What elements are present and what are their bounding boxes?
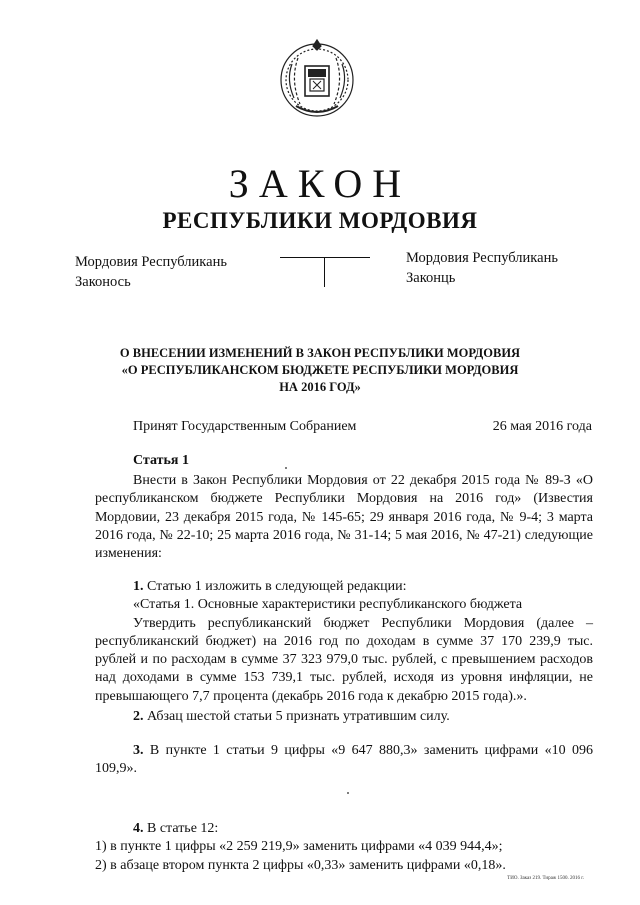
- item-4-number: 4.: [133, 821, 144, 836]
- header-left-text: [75, 252, 227, 292]
- item-2: [95, 708, 593, 726]
- item-1-quote-heading: «Статья 1. Основные характеристики республиканского бюджета: [133, 597, 523, 613]
- item-3-number: 3.: [133, 743, 144, 758]
- item-4: [95, 820, 593, 875]
- adopted-by: Принят Государственным Собранием: [133, 419, 357, 434]
- item-4-text: В статье 12:: [143, 821, 219, 836]
- scan-speck: [347, 792, 349, 794]
- scan-speck: [285, 467, 287, 469]
- item-2-number: 2.: [133, 709, 144, 724]
- item-1-number: 1.: [133, 579, 144, 594]
- item-1-quote-body: Утвердить республиканский бюджет Республики Мордовия (далее – республиканский бюджет) на 2016 год по доходам в сумме 37 170 239,9 тыс. рублей и по расходам в сумме 37 323 979,0 тыс. рублей, с превышением расходов над доходами в сумме 153 739,1 тыс. рублей, исходя из уровня инфляции, не превышающего 7,7 процента (декабрь 2016 года к декабрю 2015 года).».: [95, 615, 593, 704]
- header-left-line-2: Законось: [75, 274, 131, 290]
- document-subtitle: РЕСПУБЛИКИ МОРДОВИЯ: [162, 208, 478, 233]
- coat-of-arms-emblem: [272, 34, 362, 124]
- adopted-date: 26 мая 2016 года: [492, 419, 592, 434]
- item-3-text: В пункте 1 статьи 9 цифры «9 647 880,3» заменить цифрами «10 096 109,9».: [95, 743, 593, 777]
- item-2-text: Абзац шестой статьи 5 признать утратившим силу.: [143, 709, 450, 724]
- header-divider: [280, 257, 370, 258]
- item-4-sub-2: 2) в абзаце втором пункта 2 цифры «0,33» заменить цифрами «0,18».: [95, 857, 506, 873]
- item-1: [95, 578, 593, 706]
- intro-paragraph: Внести в Закон Республики Мордовия от 22 декабря 2015 года № 89-З «О республиканском бюджете Республики Мордовия на 2016 год» (Известия Мордовии, 23 декабря 2015 года, № 145-65; 29 января 2016 года, № 9-4; 3 марта 2016 года, № 22-10; 25 марта 2016 года, № 31-14; 5 мая 2016, № 47-21) следующие изменения:: [95, 473, 593, 562]
- document-title: ЗАКОН: [228, 161, 412, 206]
- header-right-line-2: Законць: [406, 270, 456, 286]
- law-title-line-1: О ВНЕСЕНИИ ИЗМЕНЕНИЙ В ЗАКОН РЕСПУБЛИКИ МОРДОВИЯ: [119, 346, 521, 360]
- article-heading: Статья 1: [133, 453, 189, 468]
- item-1-text: Статью 1 изложить в следующей редакции:: [143, 579, 407, 594]
- item-4-sub-1: 1) в пункте 1 цифры «2 259 219,9» заменить цифрами «4 039 944,4»;: [95, 839, 503, 855]
- print-code: ТИО. Заказ 219. Тираж 1500. 2016 г.: [507, 876, 584, 881]
- law-title: [90, 345, 550, 396]
- item-3: [95, 742, 593, 779]
- header-right-line-1: Мордовия Республикань: [406, 250, 558, 266]
- header-divider-vertical: [324, 257, 325, 287]
- header-right-text: [406, 248, 558, 288]
- item-4-line: [95, 820, 593, 838]
- law-title-line-3: НА 2016 ГОД»: [279, 380, 361, 394]
- item-1-line: [95, 578, 593, 596]
- header-left-line-1: Мордовия Республикань: [75, 254, 227, 270]
- law-title-line-2: «О РЕСПУБЛИКАНСКОМ БЮДЖЕТЕ РЕСПУБЛИКИ МОРДОВИЯ: [121, 363, 519, 377]
